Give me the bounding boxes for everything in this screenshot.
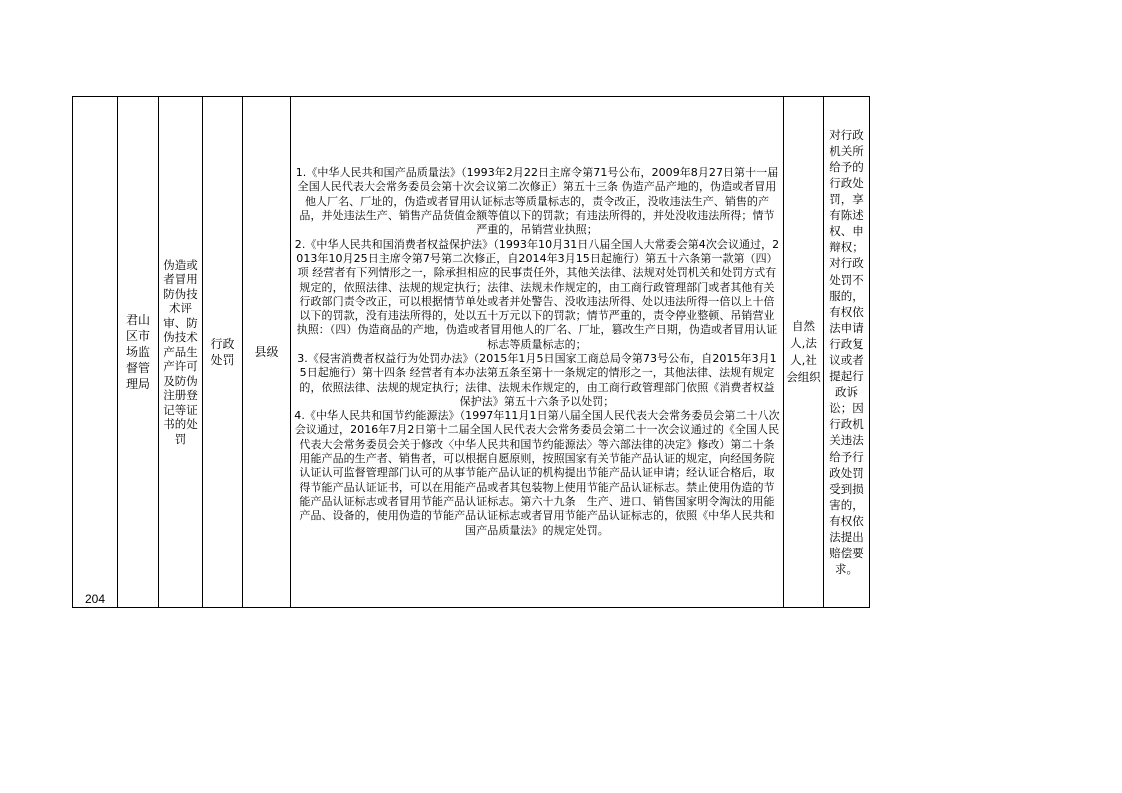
- table-row: [73, 97, 870, 608]
- rights-and-remedies: 对行政机关所给予的行政处罚，享有陈述权、申辩权；对行政处罚不服的，有权依法申请行政复议或者提起行政诉讼；因行政机关违法给予行政处罚受到损害的，有权依法提出赔偿要求。: [829, 127, 864, 577]
- legal-basis-item: 3.《侵害消费者权益行为处罚办法》（2015年1月5日国家工商总局令第73号公布，自2015年3月15日起施行）第十四条 经营者有本办法第五条至第十一条规定的情形之一，其他法律、法规有规定的，依照法律、法规的规定执行；法律、法规未作规定的，由工商行政管理部门依照《消费者权益保护法》第五十六条予以处罚；: [297, 352, 777, 408]
- legal-basis-item: 1.《中华人民共和国产品质量法》（1993年2月22日主席令第71号公布，2009年8月27日第十一届全国人民代表大会常务委员会第十次会议第二次修正）第五十三条 伪造产品产地的，伪造或者冒用他人厂名、厂址的，伪造或者冒用认证标志等质量标志的，责令改正，没收违法生产、销售的产品，并处违法生产、销售产品货值金额等值以下的罚款；有违法所得的，并处没收违法所得；情节严重的，吊销营业执照；: [295, 166, 779, 237]
- row-number: 204: [84, 592, 106, 606]
- type-cell: [203, 97, 243, 608]
- level-cell: [243, 97, 291, 608]
- penalty-type: 行政处罚: [210, 337, 235, 367]
- legal-basis-item: 2.《中华人民共和国消费者权益保护法》（1993年10月31日八届全国人大常委会第4次会议通过，2013年10月25日主席令第7号第二次修正，自2014年3月15日起施行）第五十六条第一款第（四）项 经营者有下列情形之一，除承担相应的民事责任外，其他关法律、法规对处罚机关和处罚方式有规定的，依照法律、法规的规定执行；法律、法规未作规定的，由工商行政管理部门或者其他有关行政部门责令改正，可以根据情节单处或者并处警告、没收违法所得、处以违法所得一倍以上十倍以下的罚款，没有违法所得的，处以五十万元以下的罚款；情节严重的，责令停业整顿、吊销营业执照：（四）伪造商品的产地，伪造或者冒用他人的厂名、厂址，篡改生产日期，伪造或者冒用认证标志等质量标志的；: [294, 237, 780, 351]
- legal-basis-cell: [291, 97, 784, 608]
- administrative-subject: 自然人,法人,社会组织: [786, 319, 821, 384]
- item-cell: [159, 97, 203, 608]
- enforcement-unit: 君山区市场监督管理局: [126, 313, 151, 391]
- remedy-cell: [824, 97, 870, 608]
- subject-cell: [784, 97, 824, 608]
- unit-cell: [118, 97, 159, 608]
- jurisdiction-level: 县级: [254, 345, 279, 359]
- penalty-table: [72, 96, 870, 608]
- legal-basis-item: 4.《中华人民共和国节约能源法》（1997年11月1日第八届全国人民代表大会常务委员会第二十八次会议通过，2016年7月2日第十二届全国人民代表大会常务委员会第二十一次会议通过的《全国人民代表大会常务委员会关于修改〈中华人民共和国节约能源法〉等六部法律的决定》修改）第二十条 用能产品的生产者、销售者，可以根据自愿原则，按照国家有关节能产品认证的规定，向经国务院认证认可监督管理部门认可的从事节能产品认证的机构提出节能产品认证申请；经认证合格后，取得节能产品认证证书，可以在用能产品或者其包装物上使用节能产品认证标志。禁止使用伪造的节能产品认证标志或者冒用节能产品认证标志。第六十九条 生产、进口、销售国家明令淘汰的用能产品、设备的，使用伪造的节能产品认证标志或者冒用节能产品认证标志的，依照《中华人民共和国产品质量法》的规定处罚。: [294, 409, 780, 537]
- penalty-item-name: 伪造或者冒用防伪技术评审、防伪技术产品生产许可及防伪注册登记等证书的处罚: [163, 257, 198, 446]
- row-number-cell: [73, 97, 118, 608]
